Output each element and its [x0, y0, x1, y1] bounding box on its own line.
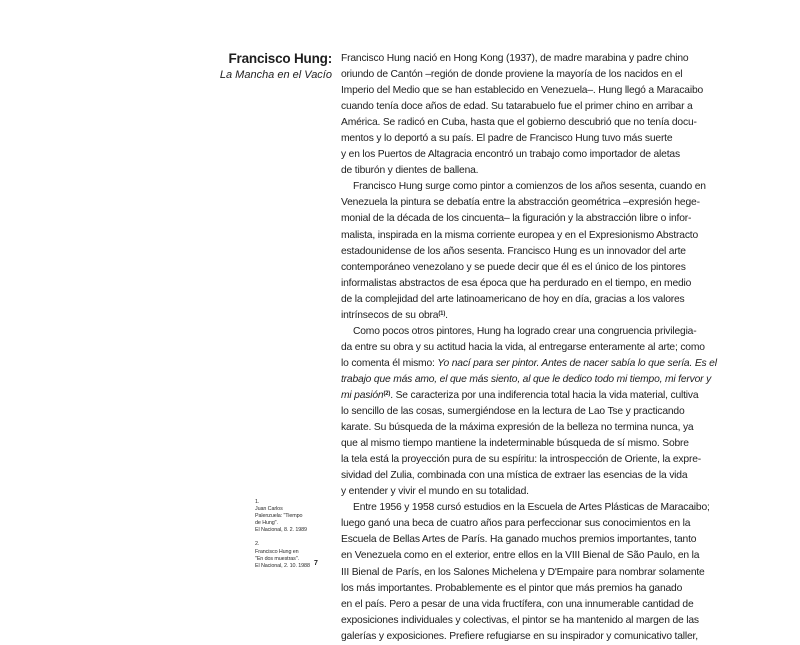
- body-line-text: lo comenta él mismo:: [341, 357, 438, 369]
- body-line: [341, 629, 698, 645]
- body-line: [341, 500, 710, 516]
- footnote-line: "En dos muestras".: [255, 555, 299, 562]
- footnotes: [255, 499, 337, 577]
- body-line-text: da entre su obra y su actitud hacia la vida, al entregarse enteramente al arte; como: [341, 341, 705, 353]
- body-line: [341, 244, 686, 260]
- body-line: [341, 324, 697, 340]
- body-line-text: . Se caracteriza por una indiferencia total hacia la vida material, cultiva: [390, 389, 699, 401]
- body-line: [341, 131, 673, 147]
- footnote-ref: (2): [383, 390, 391, 397]
- body-line-text: Venezuela la pintura se debatía entre la abstracción geométrica –expresión hege-: [341, 197, 700, 209]
- body-line-text: Francisco Hung surge como pintor a comienzos de los años sesenta, cuando en: [353, 181, 706, 193]
- body-line: [341, 163, 653, 179]
- article-heading: [220, 51, 332, 83]
- body-line-text: monial de la década de los cincuenta– la figuración y la abstracción libre o infor-: [341, 213, 692, 225]
- footnote-line: El Nacional, 8. 2. 1989: [255, 527, 307, 534]
- body-line-text: intrínsecos de su obra: [341, 309, 439, 321]
- body-line-text: los más importantes. Probablemente es el pintor que más premios ha ganado: [341, 582, 683, 594]
- body-text: [341, 51, 717, 645]
- body-line-text: Entre 1956 y 1958 cursó estudios en la Escuela de Artes Plásticas de Maracaibo;: [353, 502, 710, 514]
- body-line: [341, 308, 653, 324]
- body-line-text: en Venezuela como en el exterior, entre ellos en la VIII Bienal de São Paulo, en la: [341, 550, 700, 562]
- body-line: [341, 292, 685, 308]
- body-line: [341, 565, 705, 581]
- body-line: [341, 147, 680, 163]
- body-line-text: sividad del Zulia, combinada con una mística de extraer las esencias de la vida: [341, 470, 688, 482]
- body-line: [341, 548, 700, 564]
- body-line-text: y entender y vivir el mundo en su totalidad.: [341, 486, 529, 498]
- body-line: [341, 179, 706, 195]
- body-line: [341, 420, 694, 436]
- body-line: [341, 452, 701, 468]
- body-line-text: Francisco Hung nació en Hong Kong (1937), de madre marabina y padre chino: [341, 53, 689, 64]
- body-line: [341, 99, 693, 115]
- body-line-text: de tiburón y dientes de ballena.: [341, 165, 479, 177]
- footnote: [255, 541, 337, 569]
- body-line-text: que al mismo tiempo mantiene la indeterminable búsqueda de sí mismo. Sobre: [341, 438, 689, 450]
- footnote-line: Juan Carlos: [255, 506, 283, 513]
- body-line: [341, 404, 685, 420]
- footnote-line: Francisco Hung en: [255, 548, 299, 555]
- body-line: [341, 516, 691, 532]
- body-line-text: malista, inspirada en la misma corriente europea y en el Expresionismo Abstracto: [341, 229, 699, 241]
- body-line: [341, 211, 692, 227]
- body-line-text: oriundo de Cantón –región de donde proviene la mayoría de los nacidos en el: [341, 69, 683, 81]
- body-line: [341, 195, 700, 211]
- body-line-text: mentos y lo deportó a su país. El padre de Francisco Hung tuvo más suerte: [341, 133, 673, 145]
- body-line: [341, 613, 699, 629]
- body-line: [341, 83, 704, 99]
- body-line-text: galerías y exposiciones. Prefiere refugiarse en su inspirador y comunicativo taller,: [341, 630, 698, 642]
- body-line-text: contemporáneo venezolano y se puede decir que él es el único de los pintores: [341, 261, 686, 273]
- quote-text: Yo nací para ser pintor. Antes de nacer sabía lo que sería. Es el: [437, 357, 717, 369]
- footnote-line: de Hung".: [255, 520, 278, 527]
- body-line-text: estadounidense de los años sesenta. Francisco Hung es un innovador del arte: [341, 245, 686, 257]
- body-line: [341, 340, 705, 356]
- footnote-line: Palenzuela: "Tiempo: [255, 513, 303, 520]
- footnote: [255, 499, 337, 534]
- footnote-ref: (1): [438, 310, 446, 317]
- body-line: [341, 372, 712, 388]
- body-line: [341, 67, 683, 83]
- body-line-text: y en los Puertos de Altagracia encontró un trabajo como importador de aletas: [341, 149, 680, 161]
- body-line: [341, 484, 653, 500]
- body-line-text: la tela está la proyección pura de su espíritu: la introspección de Oriente, la expre-: [341, 454, 701, 466]
- body-line: [341, 581, 683, 597]
- body-line-text: informalistas abstractos de esa época que ha perdurado en el tiempo, en medio: [341, 277, 692, 289]
- body-line-text: karate. Su búsqueda de la máxima expresión de la belleza no termina nunca, ya: [341, 422, 694, 434]
- footnote-number: 2.: [255, 541, 260, 548]
- quote-text: trabajo que más amo, el que más siento, al que le dedico todo mi tiempo, mi fervor y: [341, 373, 712, 385]
- article-title: Francisco Hung:: [228, 51, 332, 66]
- body-line-text: América. Se radicó en Cuba, hasta que el gobierno descubrió que no tenía docu-: [341, 117, 697, 129]
- body-line: [341, 597, 694, 613]
- body-line: [341, 260, 686, 276]
- page-number: 7: [314, 560, 318, 567]
- body-line-text: luego ganó una beca de cuatro años para perfeccionar sus conocimientos en la: [341, 518, 691, 530]
- body-line-text: III Bienal de París, en los Salones Michelena y D'Empaire para nombrar solamente: [341, 566, 705, 578]
- body-line: [341, 228, 699, 244]
- footnote-number: 1.: [255, 499, 260, 505]
- body-line: [341, 532, 697, 548]
- body-line-text: cuando tenía doce años de edad. Su tatarabuelo fue el primer chino en arribar a: [341, 101, 693, 113]
- article-subtitle: La Mancha en el Vacío: [219, 69, 332, 81]
- body-line: [341, 388, 699, 404]
- body-line: [341, 436, 689, 452]
- body-line-text: en el país. Pero a pesar de una vida fructífera, con una innumerable cantidad de: [341, 598, 694, 610]
- body-line: [341, 468, 688, 484]
- body-line-text: lo sencillo de las cosas, sumergiéndose en la lectura de Lao Tse y practicando: [341, 406, 685, 418]
- body-line-text: Imperio del Medio que se han establecido en Venezuela–. Hung llegó a Maracaibo: [341, 85, 704, 97]
- body-line-text: Como pocos otros pintores, Hung ha logrado crear una congruencia privilegia-: [353, 325, 697, 337]
- quote-text: mi pasión: [341, 389, 384, 401]
- body-line-text: .: [445, 309, 448, 321]
- body-line-text: de la complejidad del arte latinoamericano de hoy en día, gracias a los valores: [341, 293, 685, 305]
- body-line: [341, 276, 692, 292]
- body-line-text: exposiciones individuales y colectivas, el pintor se ha mantenido al margen de las: [341, 614, 699, 626]
- body-line: [341, 356, 717, 372]
- body-line: [341, 115, 697, 131]
- body-line: [341, 51, 689, 67]
- footnote-line: El Nacional, 2. 10. 1988: [255, 562, 310, 569]
- body-line-text: Escuela de Bellas Artes de París. Ha ganado muchos premios importantes, tanto: [341, 534, 697, 546]
